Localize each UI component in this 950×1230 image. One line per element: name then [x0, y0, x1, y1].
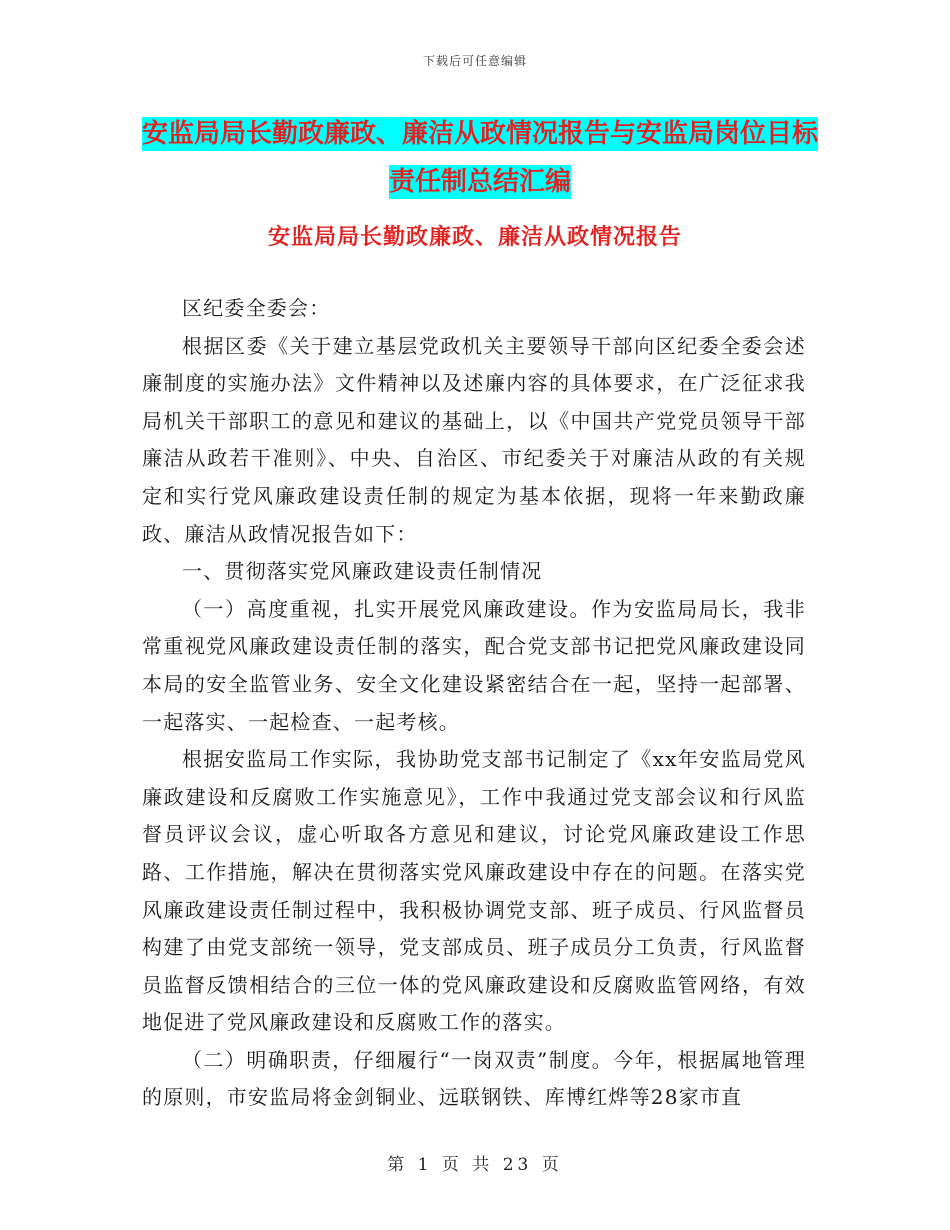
paragraph: 一、贯彻落实党风廉政建设责任制情况	[182, 559, 543, 584]
header-note: 下载后可任意编辑	[422, 54, 527, 68]
main-title-highlight: 安监局局长勤政廉政、廉洁从政情况报告与安监局岗位目标责任制总结汇编	[141, 119, 818, 197]
paragraph: （一）高度重视，扎实开展党风廉政建设。作为安监局局长，我非常重视党风廉政建设责任制的落实，配合党支部书记把党风廉政建设同本局的安全监管业务、安全文化建设紧密结合在一起，坚持一起部署、一起落实、一起检查、一起考核。	[142, 596, 806, 734]
document-main-title	[140, 110, 820, 206]
salutation: 区纪委全委会：	[182, 296, 331, 320]
page-footer: 第 1 页 共 23 页	[387, 1155, 563, 1175]
document-body	[142, 290, 806, 1117]
paragraph: （二）明确职责，仔细履行“一岗双责”制度。今年，根据属地管理的原则，市安监局将金剑铜业、远联钢铁、库博红烨等28家市直	[142, 1047, 806, 1110]
section-title: 安监局局长勤政廉政、廉洁从政情况报告	[267, 224, 682, 250]
paragraph: 根据安监局工作实际，我协助党支部书记制定了《xx年安监局党风廉政建设和反腐败工作实施意见》，工作中我通过党支部会议和行风监督员评议会议，虚心听取各方意见和建议，讨论党风廉政建设工作思路、工作措施，解决在贯彻落实党风廉政建设中存在的问题。在落实党风廉政建设责任制过程中，我积极协调党支部、班子成员、行风监督员构建了由党支部统一领导，党支部成员、班子成员分工负责，行风监督员监督反馈相结合的三位一体的党风廉政建设和反腐败监管网络，有效地促进了党风廉政建设和反腐败工作的落实。	[142, 747, 806, 1035]
paragraph: 根据区委《关于建立基层党政机关主要领导干部向区纪委全委会述廉制度的实施办法》文件精神以及述廉内容的具体要求，在广泛征求我局机关干部职工的意见和建议的基础上，以《中国共产党党员领导干部廉洁从政若干准则》、中央、自治区、市纪委关于对廉洁从政的有关规定和实行党风廉政建设责任制的规定为基本依据，现将一年来勤政廉政、廉洁从政情况报告如下：	[142, 333, 806, 546]
